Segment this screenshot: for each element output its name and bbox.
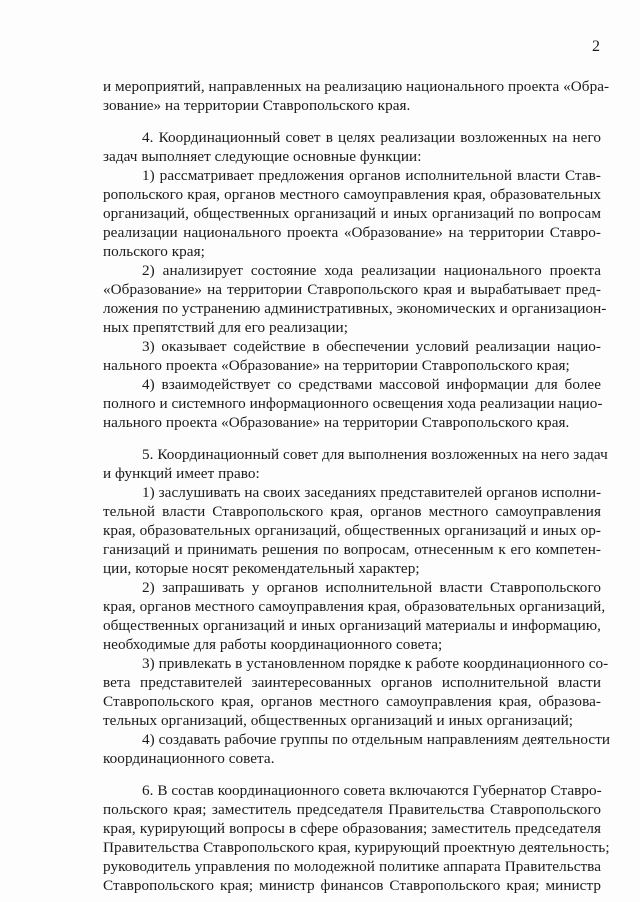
text-line: 1) заслушивать на своих заседаниях представителей органов исполни-	[142, 484, 602, 501]
text-line: 5. Координационный совет для выполнения возложенных на него задач	[142, 446, 608, 463]
text-line: нального проекта «Образование» на территории Ставропольского края;	[103, 357, 570, 374]
text-line: края, курирующий вопросы в сфере образования; заместитель председателя	[103, 820, 601, 837]
text-line: 2) анализирует состояние хода реализации национального проекта	[142, 262, 601, 279]
text-line: руководитель управления по молодежной политике аппарата Правительства	[103, 858, 601, 875]
text-line: края, образовательных организаций, общественных организаций и иных ор-	[103, 522, 601, 539]
text-line: нального проекта «Образование» на территории Ставропольского края.	[103, 414, 570, 431]
page-number: 2	[592, 38, 600, 55]
text-line: ных препятствий для его реализации;	[103, 319, 348, 336]
text-line: края, органов местного самоуправления края, образовательных организаций,	[103, 598, 606, 615]
text-line: реализации национального проекта «Образование» на территории Ставро-	[103, 224, 601, 241]
text-line: ганизаций и принимать решения по вопросам, отнесенным к его компетен-	[103, 541, 601, 558]
text-line: координационного совета.	[103, 750, 275, 767]
text-line: польского края; заместитель председателя Правительства Ставропольского	[103, 801, 601, 818]
text-line: 3) оказывает содействие в обеспечении условий реализации нацио-	[142, 338, 601, 355]
text-line: общественных организаций и иных организаций материалы и информацию,	[103, 617, 601, 634]
text-line: и мероприятий, направленных на реализацию национального проекта «Обра-	[103, 78, 610, 95]
text-line: полного и системного информационного освещения хода реализации нацио-	[103, 395, 603, 412]
text-line: 2) запрашивать у органов исполнительной власти Ставропольского	[142, 579, 601, 596]
text-line: ложения по устранению административных, экономических и организацион-	[103, 300, 607, 317]
text-line: польского края;	[103, 243, 205, 260]
text-line: и функций имеет право:	[103, 465, 260, 482]
text-line: Ставропольского края; министр финансов Ставропольского края; министр	[103, 877, 601, 894]
text-line: вета представителей заинтересованных органов исполнительной власти	[103, 674, 601, 691]
text-line: организаций, общественных организаций и иных организаций по вопросам	[103, 205, 601, 222]
text-line: ции, которые носят рекомендательный характер;	[103, 560, 420, 577]
text-line: 4. Координационный совет в целях реализации возложенных на него	[142, 129, 601, 146]
text-line: ропольского края, органов местного самоуправления края, образовательных	[103, 186, 601, 203]
text-line: 1) рассматривает предложения органов исполнительной власти Став-	[142, 167, 601, 184]
text-line: «Образование» на территории Ставропольского края и вырабатывает пред-	[103, 281, 601, 298]
text-line: тельной власти Ставропольского края, органов местного самоуправления	[103, 503, 601, 520]
text-line: зование» на территории Ставропольского края.	[103, 97, 411, 114]
text-line: 4) создавать рабочие группы по отдельным направлениям деятельности	[142, 731, 611, 748]
text-line: тельных организаций, общественных организаций и иных организаций;	[103, 712, 574, 729]
text-line: 6. В состав координационного совета включаются Губернатор Ставро-	[142, 782, 602, 799]
text-line: 3) привлекать в установленном порядке к работе координационного со-	[142, 655, 609, 672]
text-line: Ставропольского края, органов местного самоуправления края, образова-	[103, 693, 601, 710]
text-line: необходимые для работы координационного совета;	[103, 636, 443, 653]
text-line: Правительства Ставропольского края, курирующий проектную деятельность;	[103, 839, 610, 856]
text-line: задач выполняет следующие основные функции:	[103, 148, 422, 165]
text-line: 4) взаимодействует со средствами массовой информации для более	[142, 376, 601, 393]
